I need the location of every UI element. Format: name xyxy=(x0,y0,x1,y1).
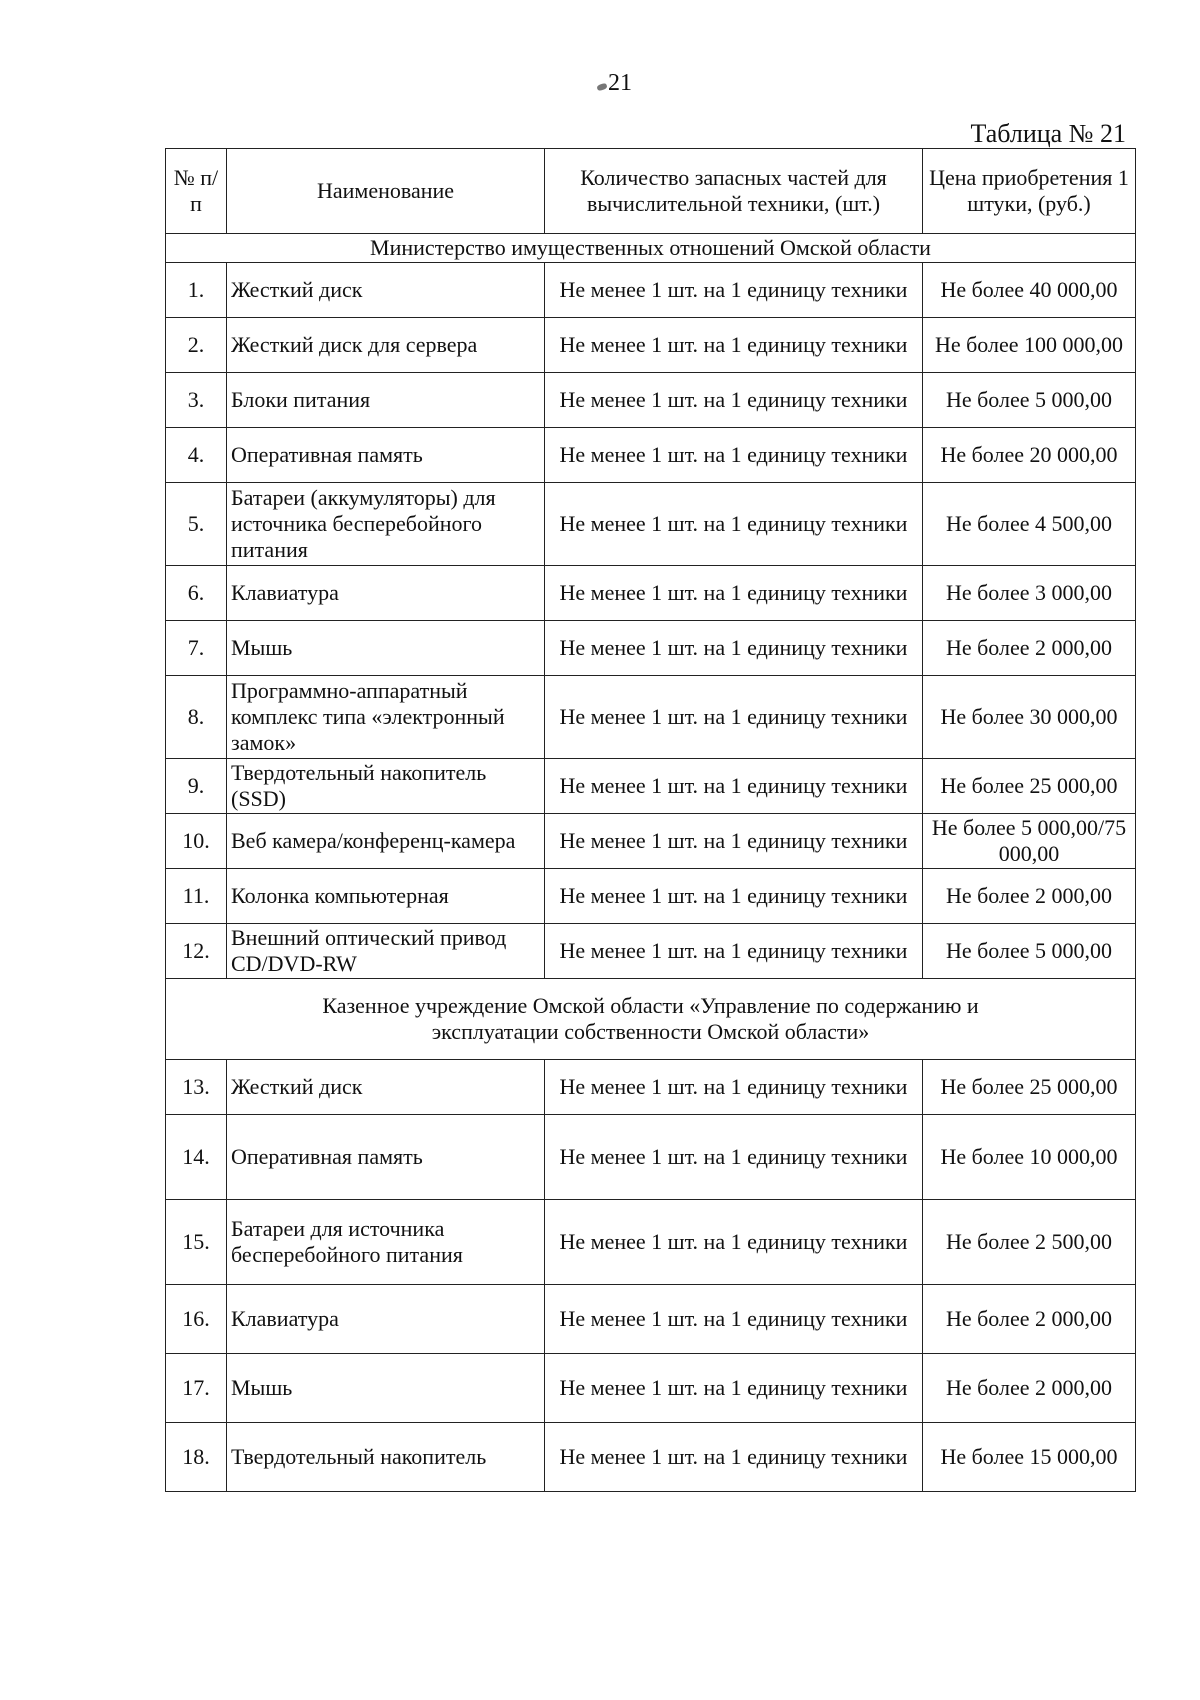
row-name: Твердотельный накопитель (SSD) xyxy=(227,758,545,813)
table-row xyxy=(166,1059,1136,1114)
row-name: Оперативная память xyxy=(227,1114,545,1199)
row-price: Не более 2 000,00 xyxy=(923,1284,1136,1353)
section-title: Казенное учреждение Омской области «Управление по содержанию и эксплуатации собственности Омской области» xyxy=(166,978,1136,1059)
table-row xyxy=(166,1422,1136,1491)
row-price: Не более 10 000,00 xyxy=(923,1114,1136,1199)
table-row xyxy=(166,427,1136,482)
row-number: 2. xyxy=(166,317,227,372)
row-quantity: Не менее 1 шт. на 1 единицу техники xyxy=(545,1284,923,1353)
row-price: Не более 2 000,00 xyxy=(923,868,1136,923)
row-price: Не более 2 000,00 xyxy=(923,1353,1136,1422)
row-name: Жесткий диск xyxy=(227,262,545,317)
row-number: 1. xyxy=(166,262,227,317)
section-1 xyxy=(166,234,1136,979)
row-number: 4. xyxy=(166,427,227,482)
row-name: Мышь xyxy=(227,1353,545,1422)
row-price: Не более 25 000,00 xyxy=(923,1059,1136,1114)
row-quantity: Не менее 1 шт. на 1 единицу техники xyxy=(545,868,923,923)
row-name: Твердотельный накопитель xyxy=(227,1422,545,1491)
row-quantity: Не менее 1 шт. на 1 единицу техники xyxy=(545,1353,923,1422)
table-row xyxy=(166,813,1136,868)
table-row xyxy=(166,1353,1136,1422)
table-caption: Таблица № 21 xyxy=(970,119,1126,148)
row-price: Не более 40 000,00 xyxy=(923,262,1136,317)
row-number: 6. xyxy=(166,565,227,620)
row-quantity: Не менее 1 шт. на 1 единицу техники xyxy=(545,1199,923,1284)
table-row xyxy=(166,1284,1136,1353)
row-price: Не более 5 000,00 xyxy=(923,372,1136,427)
section-title: Министерство имущественных отношений Омской области xyxy=(166,234,1136,263)
row-quantity: Не менее 1 шт. на 1 единицу техники xyxy=(545,758,923,813)
table-row xyxy=(166,758,1136,813)
row-price: Не более 100 000,00 xyxy=(923,317,1136,372)
row-name: Клавиатура xyxy=(227,1284,545,1353)
row-name: Программно-аппаратный комплекс типа «электронный замок» xyxy=(227,675,545,758)
row-name: Жесткий диск для сервера xyxy=(227,317,545,372)
row-quantity: Не менее 1 шт. на 1 единицу техники xyxy=(545,1114,923,1199)
row-quantity: Не менее 1 шт. на 1 единицу техники xyxy=(545,317,923,372)
row-name: Батареи для источника бесперебойного питания xyxy=(227,1199,545,1284)
table-row xyxy=(166,262,1136,317)
header-number: № п/п xyxy=(166,149,227,234)
row-quantity: Не менее 1 шт. на 1 единицу техники xyxy=(545,1422,923,1491)
table-header-row xyxy=(166,149,1136,234)
row-price: Не более 25 000,00 xyxy=(923,758,1136,813)
row-number: 15. xyxy=(166,1199,227,1284)
row-number: 3. xyxy=(166,372,227,427)
row-price: Не более 2 500,00 xyxy=(923,1199,1136,1284)
row-price: Не более 5 000,00/75 000,00 xyxy=(923,813,1136,868)
row-price: Не более 5 000,00 xyxy=(923,923,1136,978)
row-number: 13. xyxy=(166,1059,227,1114)
row-number: 11. xyxy=(166,868,227,923)
row-price: Не более 4 500,00 xyxy=(923,482,1136,565)
row-name: Мышь xyxy=(227,620,545,675)
table-row xyxy=(166,868,1136,923)
row-quantity: Не менее 1 шт. на 1 единицу техники xyxy=(545,427,923,482)
table-row xyxy=(166,675,1136,758)
row-number: 10. xyxy=(166,813,227,868)
table-row xyxy=(166,372,1136,427)
row-name: Внешний оптический привод CD/DVD-RW xyxy=(227,923,545,978)
spare-parts-table xyxy=(165,148,1136,1492)
row-quantity: Не менее 1 шт. на 1 единицу техники xyxy=(545,372,923,427)
row-price: Не более 20 000,00 xyxy=(923,427,1136,482)
row-number: 18. xyxy=(166,1422,227,1491)
row-price: Не более 15 000,00 xyxy=(923,1422,1136,1491)
row-number: 17. xyxy=(166,1353,227,1422)
row-quantity: Не менее 1 шт. на 1 единицу техники xyxy=(545,565,923,620)
table-row xyxy=(166,482,1136,565)
table-row xyxy=(166,1199,1136,1284)
row-quantity: Не менее 1 шт. на 1 единицу техники xyxy=(545,262,923,317)
row-quantity: Не менее 1 шт. на 1 единицу техники xyxy=(545,482,923,565)
row-quantity: Не менее 1 шт. на 1 единицу техники xyxy=(545,813,923,868)
row-number: 5. xyxy=(166,482,227,565)
section-2 xyxy=(166,978,1136,1491)
section-title-row xyxy=(166,978,1136,1059)
table-row xyxy=(166,1114,1136,1199)
row-name: Колонка компьютерная xyxy=(227,868,545,923)
header-price: Цена приобретения 1 штуки, (руб.) xyxy=(923,149,1136,234)
row-number: 14. xyxy=(166,1114,227,1199)
row-quantity: Не менее 1 шт. на 1 единицу техники xyxy=(545,923,923,978)
row-quantity: Не менее 1 шт. на 1 единицу техники xyxy=(545,1059,923,1114)
page-number: 21 xyxy=(608,70,632,96)
row-price: Не более 2 000,00 xyxy=(923,620,1136,675)
row-name: Клавиатура xyxy=(227,565,545,620)
header-quantity: Количество запасных частей для вычислительной техники, (шт.) xyxy=(545,149,923,234)
row-name: Оперативная память xyxy=(227,427,545,482)
row-name: Батареи (аккумуляторы) для источника бесперебойного питания xyxy=(227,482,545,565)
table-row xyxy=(166,317,1136,372)
row-number: 8. xyxy=(166,675,227,758)
row-name: Блоки питания xyxy=(227,372,545,427)
row-price: Не более 30 000,00 xyxy=(923,675,1136,758)
section-title-row xyxy=(166,234,1136,263)
row-number: 12. xyxy=(166,923,227,978)
row-number: 16. xyxy=(166,1284,227,1353)
table-row xyxy=(166,565,1136,620)
row-quantity: Не менее 1 шт. на 1 единицу техники xyxy=(545,675,923,758)
row-quantity: Не менее 1 шт. на 1 единицу техники xyxy=(545,620,923,675)
row-price: Не более 3 000,00 xyxy=(923,565,1136,620)
table-row xyxy=(166,620,1136,675)
row-number: 7. xyxy=(166,620,227,675)
row-number: 9. xyxy=(166,758,227,813)
row-name: Веб камера/конференц-камера xyxy=(227,813,545,868)
table-row xyxy=(166,923,1136,978)
row-name: Жесткий диск xyxy=(227,1059,545,1114)
header-name: Наименование xyxy=(227,149,545,234)
